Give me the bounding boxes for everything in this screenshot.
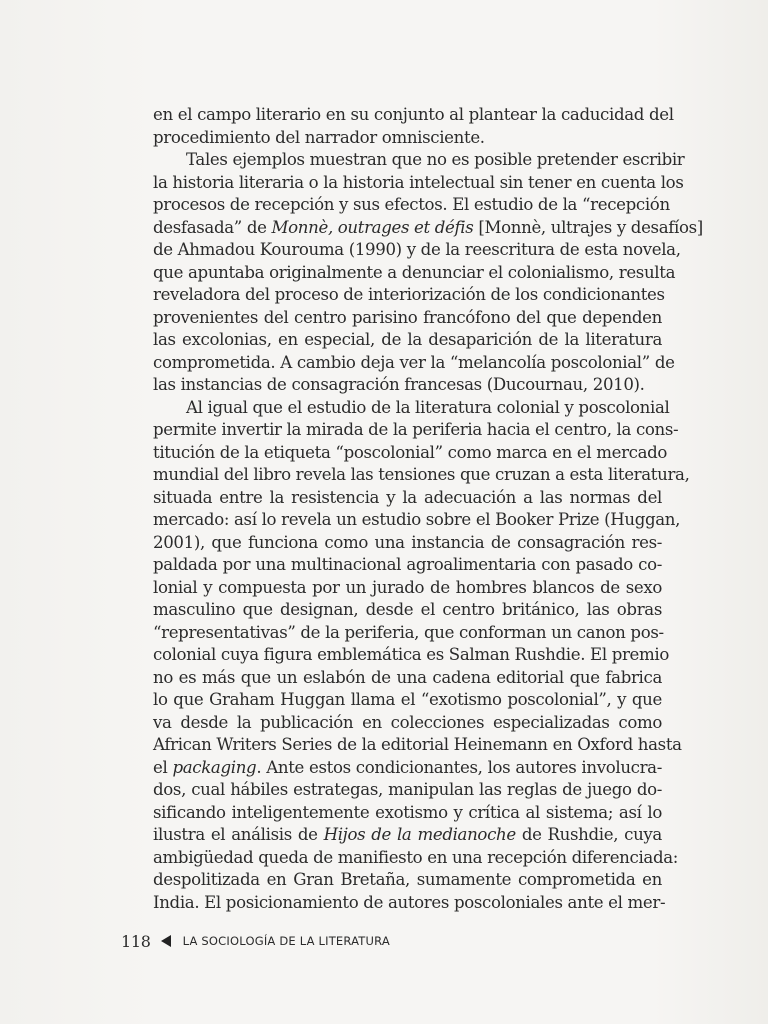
text-line: comprometida. A cambio deja ver la “melancolía poscolonial” de xyxy=(153,352,675,372)
text-line: reveladora del proceso de interiorización de los condicionantes xyxy=(153,285,665,304)
left-triangle-icon xyxy=(161,935,171,947)
text-line: en el campo literario en su conjunto al plantear la caducidad del xyxy=(153,105,674,124)
text-line: despolitizada en Gran Bretaña, sumamente comprometida en xyxy=(153,870,662,889)
text-line: masculino que designan, desde el centro británico, las obras xyxy=(153,600,662,619)
text-segment: desfasada” de xyxy=(153,217,267,237)
text-line: situada entre la resistencia y la adecuación a las normas del xyxy=(153,487,662,507)
text-line: lo que Graham Huggan llama el “exotismo poscolonial”, y que xyxy=(153,690,662,709)
text-line: paldada por una multinacional agroalimentaria con pasado co- xyxy=(153,555,662,574)
text-line: Tales ejemplos muestran que no es posible pretender escribir xyxy=(186,150,685,169)
text-line: India. El posicionamiento de autores poscoloniales ante el mer- xyxy=(153,892,666,912)
italic-term: packaging xyxy=(172,757,257,777)
text-line: Al igual que el estudio de la literatura colonial y poscolonial xyxy=(186,397,670,417)
text-line: mundial del libro revela las tensiones que cruzan a esta literatura, xyxy=(153,465,690,484)
text-line: African Writers Series de la editorial Heinemann en Oxford hasta xyxy=(153,735,682,754)
text-segment: el xyxy=(153,757,168,777)
text-line: las excolonias, en especial, de la desaparición de la literatura xyxy=(153,330,662,349)
text-line: “representativas” de la periferia, que conforman un canon pos- xyxy=(153,622,664,642)
text-line: ambigüedad queda de manifiesto en una recepción diferenciada: xyxy=(153,847,679,867)
text-line: de Ahmadou Kourouma (1990) y de la reescritura de esta novela, xyxy=(153,240,681,259)
text-segment: . Ante estos condicionantes, los autores involucra- xyxy=(256,757,662,777)
text-segment: [Monnè, ultrajes y desafíos] xyxy=(478,217,703,237)
text-line: va desde la publicación en colecciones especializadas como xyxy=(153,712,662,732)
text-line: no es más que un eslabón de una cadena editorial que fabrica xyxy=(153,667,662,687)
text-line: sificando inteligentemente exotismo y crítica al sistema; así lo xyxy=(153,802,662,822)
book-title: Monnè, outrages et défis xyxy=(271,217,474,237)
body-text xyxy=(153,104,703,914)
text-line: dos, cual hábiles estrategas, manipulan las reglas de juego do- xyxy=(153,780,662,799)
text-line: procedimiento del narrador omnisciente. xyxy=(153,127,485,147)
page-footer xyxy=(121,930,521,952)
text-line: 2001), que funciona como una instancia de consagración res- xyxy=(153,532,662,552)
text-line: provenientes del centro parisino francófono del que dependen xyxy=(153,307,662,327)
text-segment: ilustra el análisis de xyxy=(153,825,318,844)
text-line: lonial y compuesta por un jurado de hombres blancos de sexo xyxy=(153,577,662,597)
book-title: Hijos de la medianoche xyxy=(323,825,516,844)
text-line: las instancias de consagración francesas (Ducournau, 2010). xyxy=(153,375,645,394)
page-number: 118 xyxy=(121,931,151,951)
running-head: LA SOCIOLOGÍA DE LA LITERATURA xyxy=(182,934,390,948)
text-line xyxy=(153,757,662,780)
text-line xyxy=(153,824,662,847)
text-line: permite invertir la mirada de la periferia hacia el centro, la cons- xyxy=(153,420,679,439)
text-line: que apuntaba originalmente a denunciar el colonialismo, resulta xyxy=(153,262,676,282)
text-line: procesos de recepción y sus efectos. El estudio de la “recepción xyxy=(153,195,670,214)
text-line: la historia literaria o la historia intelectual sin tener en cuenta los xyxy=(153,172,684,192)
text-line xyxy=(153,217,703,240)
text-segment: de Rushdie, cuya xyxy=(521,825,662,844)
text-line: titución de la etiqueta “poscolonial” como marca en el mercado xyxy=(153,442,668,462)
text-line: mercado: así lo revela un estudio sobre el Booker Prize (Huggan, xyxy=(153,510,681,529)
text-line: colonial cuya figura emblemática es Salman Rushdie. El premio xyxy=(153,645,670,664)
